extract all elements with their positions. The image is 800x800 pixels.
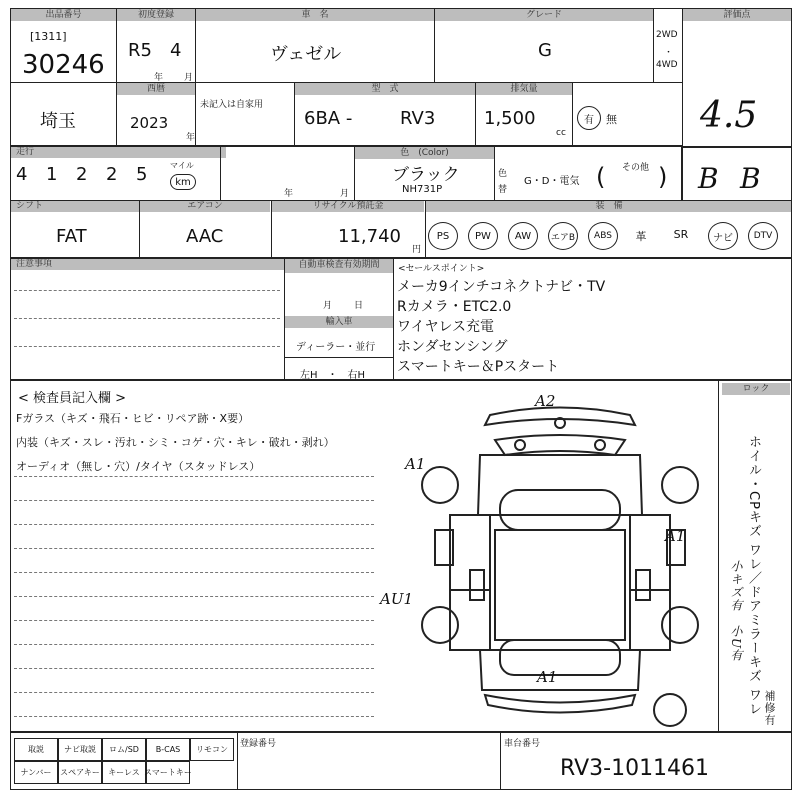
notes-header: 注意事項 — [10, 258, 286, 270]
chassis-label: 車台番号 — [504, 739, 541, 749]
ac: AAC — [186, 226, 224, 247]
mileage-digit: 2 — [106, 164, 118, 185]
shaken-box-month: 月 — [323, 301, 333, 311]
score-hand: 4.5 — [700, 95, 758, 136]
key-item: キーレス — [102, 761, 146, 784]
sales-point: メーカ9インチコネクトナビ・TV — [397, 279, 606, 295]
chassis-number: RV3-1011461 — [560, 756, 710, 781]
reiwa-era: R5 — [128, 40, 152, 61]
equipment-list — [428, 222, 788, 252]
mileage-mile: マイル — [170, 161, 194, 170]
lot-header: 出品番号 — [11, 9, 116, 21]
nen-unit: 年 — [154, 73, 164, 83]
lot-number: 30246 — [22, 50, 105, 80]
equip-header: 装 備 — [426, 200, 792, 212]
score-header: 評価点 — [683, 9, 791, 21]
mileage-digit: 2 — [76, 164, 88, 185]
shaken-box-day: 日 — [354, 301, 364, 311]
color-label2: 替 — [498, 185, 508, 195]
reg-no-label: 登録番号 — [240, 739, 277, 749]
drive-4wd: 4WD — [656, 60, 678, 70]
front-section — [478, 455, 642, 515]
model-prefix: 6BA - — [304, 108, 353, 129]
equip-item: エアB — [548, 222, 578, 250]
key-item: ナビ取説 — [58, 738, 102, 761]
inspector-line-1: Fガラス（キズ・飛石・ヒビ・リペア跡・X要） — [16, 412, 250, 425]
fuel-other: その他 — [622, 163, 650, 173]
shaken-month: 月 — [340, 189, 350, 199]
reiwa-month: 4 — [170, 40, 182, 61]
ac-header: エアコン — [140, 200, 270, 212]
car-name-header: 車 名 — [196, 9, 434, 21]
mark-a2: A2 — [535, 392, 556, 410]
fuel-label: G・D・電気 — [524, 176, 580, 187]
inspector-line-3: オーディオ（無し・穴）/タイヤ（スタッドレス） — [16, 460, 261, 473]
model-header: 型 式 — [295, 83, 475, 95]
mark-au1: AU1 — [380, 590, 414, 608]
right-vertical-hand: 小キズ有 小U有 — [729, 560, 743, 663]
equip-item: 革 — [635, 230, 647, 243]
windshield — [500, 490, 620, 530]
rear-window — [500, 640, 620, 675]
grade: G — [538, 40, 552, 61]
fuel-cell — [494, 146, 682, 201]
interior-b: B — [740, 162, 761, 195]
color-header: 色 (Color) — [355, 147, 494, 159]
color-name: ブラック — [392, 165, 460, 185]
era-header: 初度登録 — [117, 9, 195, 21]
key-item: B-CAS — [146, 738, 190, 761]
inspection-cell — [195, 82, 295, 146]
tire-fl — [422, 467, 458, 503]
color-code: NH731P — [402, 184, 443, 195]
turbo-no: 無 — [606, 113, 617, 126]
spare-tire-icon — [650, 690, 690, 730]
car-diagram — [410, 395, 710, 725]
year: 2023 — [130, 114, 169, 132]
recycle: 11,740 — [338, 226, 401, 247]
key-item: ロム/SD — [102, 738, 146, 761]
rear-bumper — [485, 695, 635, 713]
equip-item: ABS — [588, 222, 618, 250]
inspector-title: < 検査員記入欄 > — [18, 391, 127, 406]
displacement-header: 排気量 — [476, 83, 572, 95]
notes-cell — [10, 258, 285, 380]
shaken-year: 年 — [284, 189, 294, 199]
key-item: リモコン — [190, 738, 234, 761]
mileage-digit: 1 — [46, 164, 58, 185]
key-item: スマートキー — [146, 761, 190, 784]
mark-a1-left: A1 — [405, 455, 426, 473]
recycle-unit: 円 — [412, 245, 422, 255]
equip-item: PS — [428, 222, 458, 250]
inspection-note: 未記入は自家用 — [200, 100, 264, 110]
mileage-header: 走行 — [10, 146, 226, 158]
equip-item: SR — [673, 228, 689, 241]
sales-point: ワイヤレス充電 — [397, 319, 495, 335]
right-vertical-main: ホイル・CPキズ ワレ／ドアミラーキズ ワレ — [746, 435, 761, 717]
lock-header: ロック — [722, 383, 790, 395]
year-header: 西暦 — [117, 83, 195, 95]
car-name: ヴェゼル — [270, 44, 342, 65]
mark-a1-right: A1 — [665, 527, 686, 545]
sales-point: スマートキー＆Pスタート — [397, 359, 560, 375]
color-label1: 色 — [498, 169, 508, 179]
handle-side: 左H ・ 右H — [300, 370, 366, 381]
recycle-header: リサイクル預託金 — [272, 200, 424, 212]
turbo-yes: 有 — [577, 106, 601, 130]
mileage-digits — [16, 164, 166, 192]
year-unit: 年 — [186, 133, 196, 143]
grade-header: グレード — [435, 9, 653, 21]
front-bumper — [485, 408, 635, 426]
equip-item: AW — [508, 222, 538, 250]
displacement: 1,500 — [484, 108, 536, 129]
lot-sub: [1311] — [30, 30, 67, 43]
key-item: スペアキー — [58, 761, 102, 784]
handle-label: 輸入車 — [285, 316, 393, 328]
model-code: RV3 — [400, 108, 436, 129]
right-vertical-repair: 補修有 — [763, 690, 776, 726]
inspector-line-2: 内装（キズ・スレ・汚れ・シミ・コゲ・穴・キレ・破れ・剥れ） — [16, 436, 335, 449]
tire-rl — [422, 607, 458, 643]
left-handle — [470, 570, 484, 600]
mark-a1-rear: A1 — [537, 668, 558, 686]
equip-item: ナビ — [708, 222, 738, 250]
tsuki-unit: 月 — [184, 73, 194, 83]
key-item: 取説 — [14, 738, 58, 761]
fuel-open: ( — [596, 163, 606, 191]
mileage-digit: 4 — [16, 164, 28, 185]
trans: FAT — [56, 226, 87, 247]
keys-grid — [14, 738, 234, 784]
drive-2wd: 2WD — [656, 30, 678, 40]
region: 埼玉 — [40, 111, 76, 132]
mileage-km: km — [170, 174, 196, 190]
fuel-close: ) — [658, 163, 668, 191]
cc-unit: cc — [556, 128, 566, 138]
tire-rr — [662, 607, 698, 643]
right-handle — [636, 570, 650, 600]
shaken-box-header: 自動車検査有効期間 — [285, 259, 393, 273]
drive-sep: ・ — [664, 48, 674, 58]
sales-point: ホンダセンシング — [397, 339, 508, 355]
roof — [495, 530, 625, 640]
sales-header: <セールスポイント> — [398, 264, 485, 274]
tire-fr — [662, 467, 698, 503]
reg-no-cell — [237, 733, 501, 789]
equip-item: DTV — [748, 222, 778, 250]
key-item: ナンバー — [14, 761, 58, 784]
shaken-dealer: ディーラー・並行 — [296, 342, 376, 353]
interior-a: B — [698, 162, 719, 195]
trans-header: シフト — [10, 200, 144, 212]
sales-point: Rカメラ・ETC2.0 — [397, 299, 512, 315]
equip-item: PW — [468, 222, 498, 250]
mileage-digit: 5 — [136, 164, 148, 185]
